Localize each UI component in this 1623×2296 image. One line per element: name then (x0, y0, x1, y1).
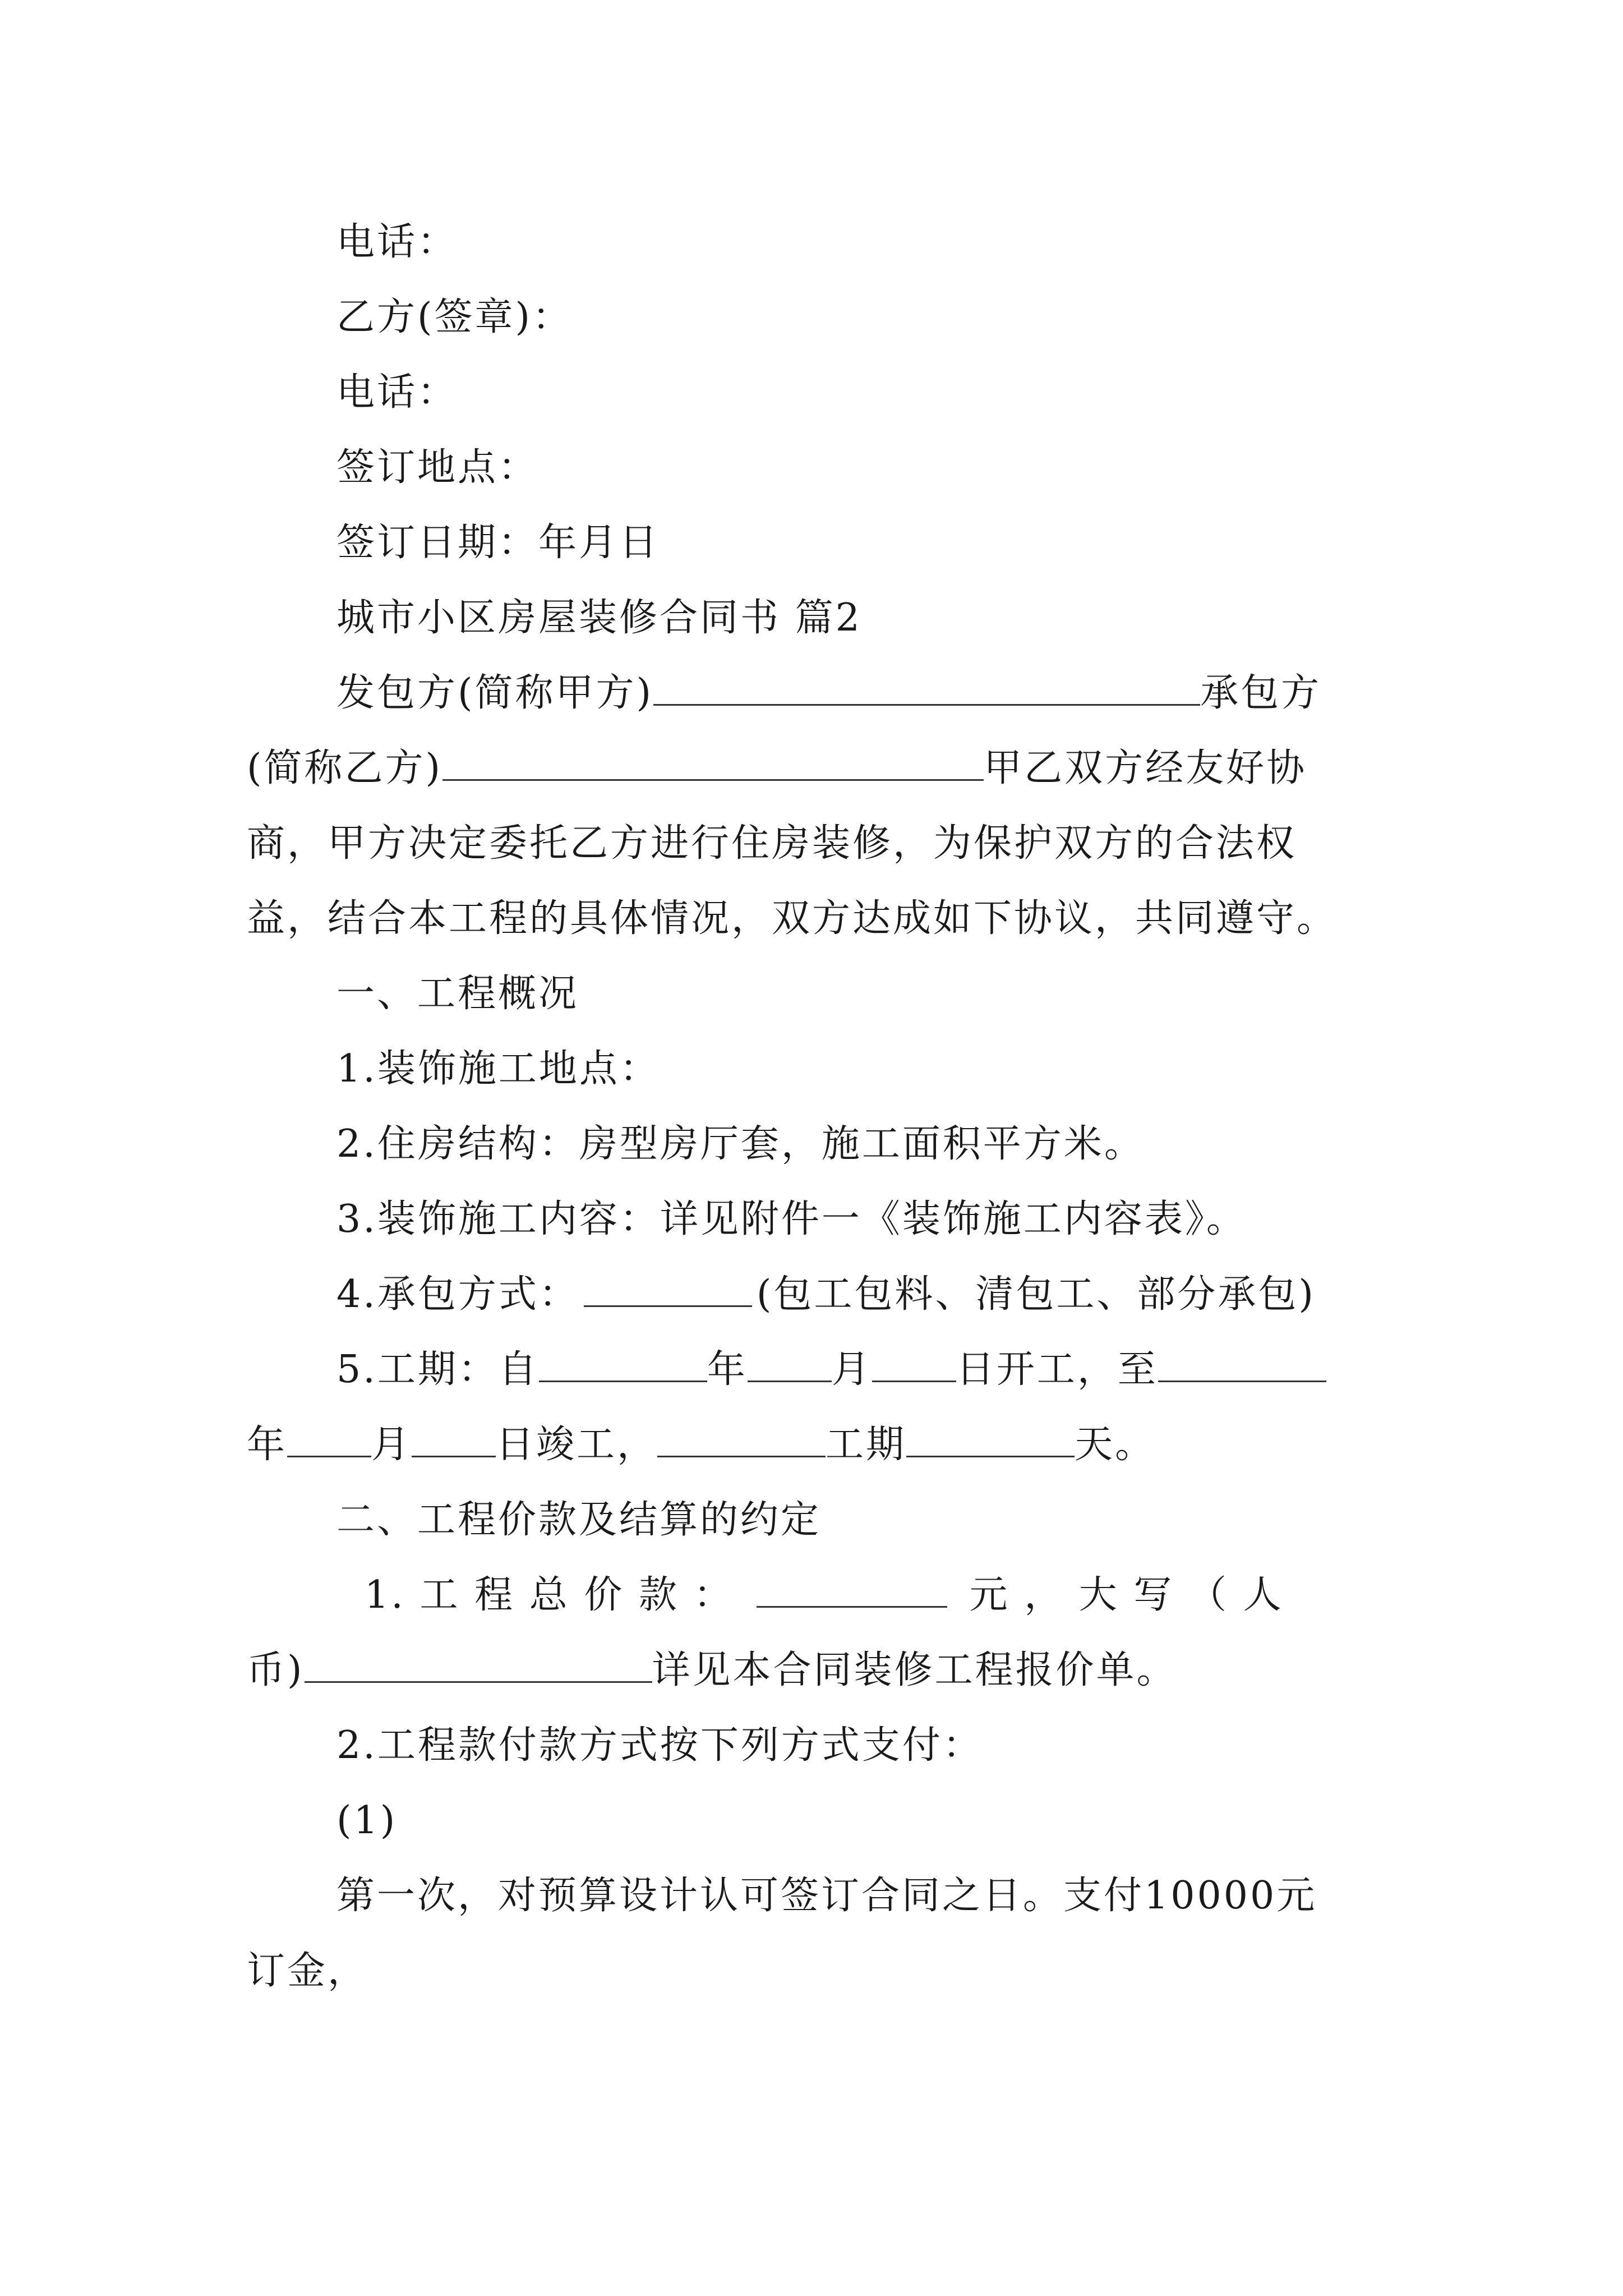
start-day-blank (872, 1346, 956, 1382)
party-a-label: 发包方(简称甲方) (336, 671, 654, 715)
currency-label: 币) (247, 1648, 305, 1692)
contract-method-label: 4.承包方式： (336, 1272, 579, 1317)
contract-method-blank (584, 1271, 752, 1307)
uppercase-amount-blank (305, 1646, 652, 1683)
item-schedule-start (336, 1344, 1326, 1396)
item-schedule-end (247, 1419, 1155, 1471)
duration-label: 工期 (826, 1423, 907, 1467)
end-day-blank (412, 1421, 496, 1457)
quotation-reference: 详见本合同装修工程报价单。 (652, 1648, 1177, 1692)
days-label: 天。 (1075, 1423, 1156, 1467)
paragraph-line-party-b (247, 743, 1307, 794)
item-first-payment-cont: 订金， (247, 1949, 368, 1993)
duration-days-blank (906, 1421, 1075, 1457)
item-payment-step-number: (1) (336, 1798, 398, 1843)
paragraph-line-contractor (336, 668, 1321, 719)
section-heading-price-settlement: 二、工程价款及结算的约定 (336, 1498, 822, 1542)
total-price-unit: 元 ， 大 写 （ 人 (969, 1573, 1284, 1617)
total-price-blank (757, 1571, 947, 1608)
agreement-intro: 甲乙双方经友好协 (984, 746, 1307, 790)
item-first-payment: 第一次，对预算设计认可签订合同之日。支付10000元 (336, 1874, 1317, 1918)
item-contract-method (336, 1269, 1316, 1320)
total-price-label: 1. 工 程 总 价 款 ： (365, 1573, 734, 1617)
start-year-label: 年 (707, 1347, 748, 1392)
section-heading-project-overview: 一、工程概况 (336, 972, 579, 1016)
party-b-blank (442, 744, 984, 781)
start-year-blank (539, 1346, 707, 1382)
item-construction-content: 3.装饰施工内容：详见附件一《装饰施工内容表》。 (336, 1197, 1247, 1241)
paragraph-line-4: 益，结合本工程的具体情况，双方达成如下协议，共同遵守。 (247, 896, 1338, 941)
item-total-price-cont (247, 1645, 1177, 1696)
end-month-label: 月 (371, 1423, 412, 1467)
phone-label-2: 电话： (336, 370, 458, 415)
item-total-price (365, 1570, 1284, 1621)
party-b-label: (简称乙方) (247, 746, 443, 790)
signing-date-label: 签订日期：年月日 (336, 521, 660, 565)
end-year-label: 年 (247, 1423, 288, 1467)
party-b-prefix: 承包方 (1200, 671, 1322, 715)
phone-label-1: 电话： (336, 220, 458, 264)
end-month-blank (287, 1421, 371, 1457)
section-heading-part-2: 城市小区房屋装修合同书 篇2 (336, 596, 862, 640)
end-day-label: 日竣工， (496, 1423, 658, 1467)
party-b-signature-label: 乙方(签章)： (336, 295, 573, 339)
item-housing-structure: 2.住房结构：房型房厅套，施工面积平方米。 (336, 1122, 1145, 1166)
contract-method-options: (包工包料、清包工、部分承包) (756, 1272, 1316, 1317)
signing-place-label: 签订地点： (336, 445, 539, 490)
paragraph-line-3: 商，甲方决定委托乙方进行住房装修，为保护双方的合法权 (247, 821, 1297, 866)
start-month-blank (748, 1346, 832, 1382)
end-year-blank (1158, 1346, 1326, 1382)
start-month-label: 月 (831, 1347, 872, 1392)
item-payment-method: 2.工程款付款方式按下列方式支付： (336, 1723, 983, 1768)
item-construction-location: 1.装饰施工地点： (336, 1047, 660, 1091)
duration-type-blank (657, 1421, 826, 1457)
start-day-label: 日开工，至 (956, 1347, 1158, 1392)
party-a-blank (653, 669, 1200, 706)
schedule-from-label: 5.工期：自 (336, 1347, 539, 1392)
